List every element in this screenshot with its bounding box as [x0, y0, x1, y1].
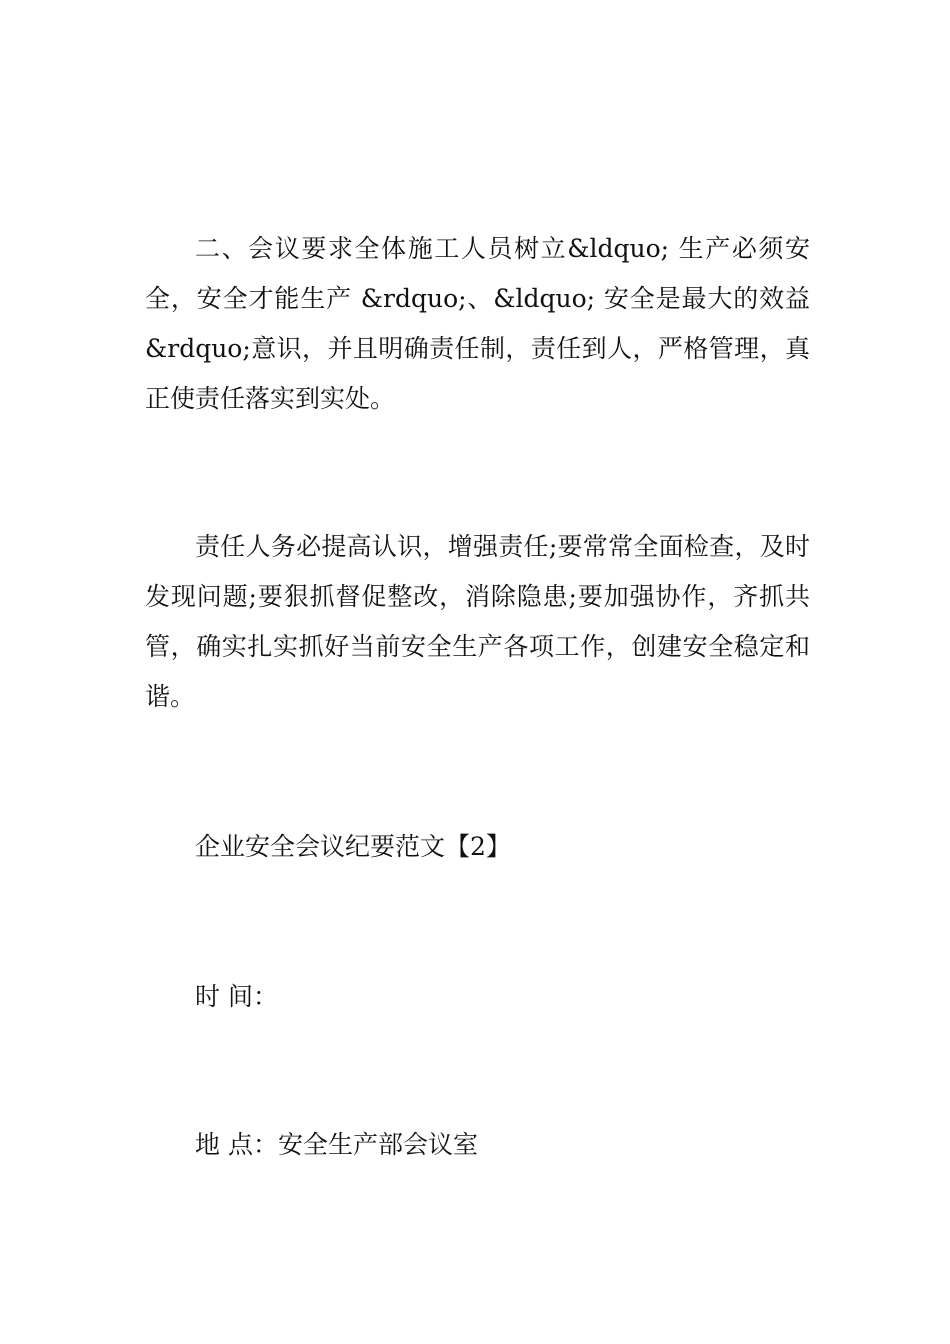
paragraph-responsibility: 责任人务必提高认识，增强责任;要常常全面检查，及时发现问题;要狠抓督促整改，消除隐患;要加强协作，齐抓共管，确实扎实抓好当前安全生产各项工作，创建安全稳定和谐。: [145, 532, 810, 711]
meeting-time-line: [195, 972, 278, 1022]
meeting-place-line: [195, 1120, 478, 1170]
place-value: 安全生产部会议室: [277, 1130, 478, 1159]
paragraph-requirements: 二、会议要求全体施工人员树立&ldquo; 生产必须安全，安全才能生产 &rdquo;、&ldquo; 安全是最大的效益 &rdquo;意识，并且明确责任制，责任到人，严格管理，真正使责任落实到实处。: [145, 234, 810, 413]
place-label: 地 点：: [195, 1130, 278, 1159]
section-heading: 企业安全会议纪要范文【2】: [195, 832, 511, 861]
time-label: 时 间：: [195, 982, 278, 1011]
